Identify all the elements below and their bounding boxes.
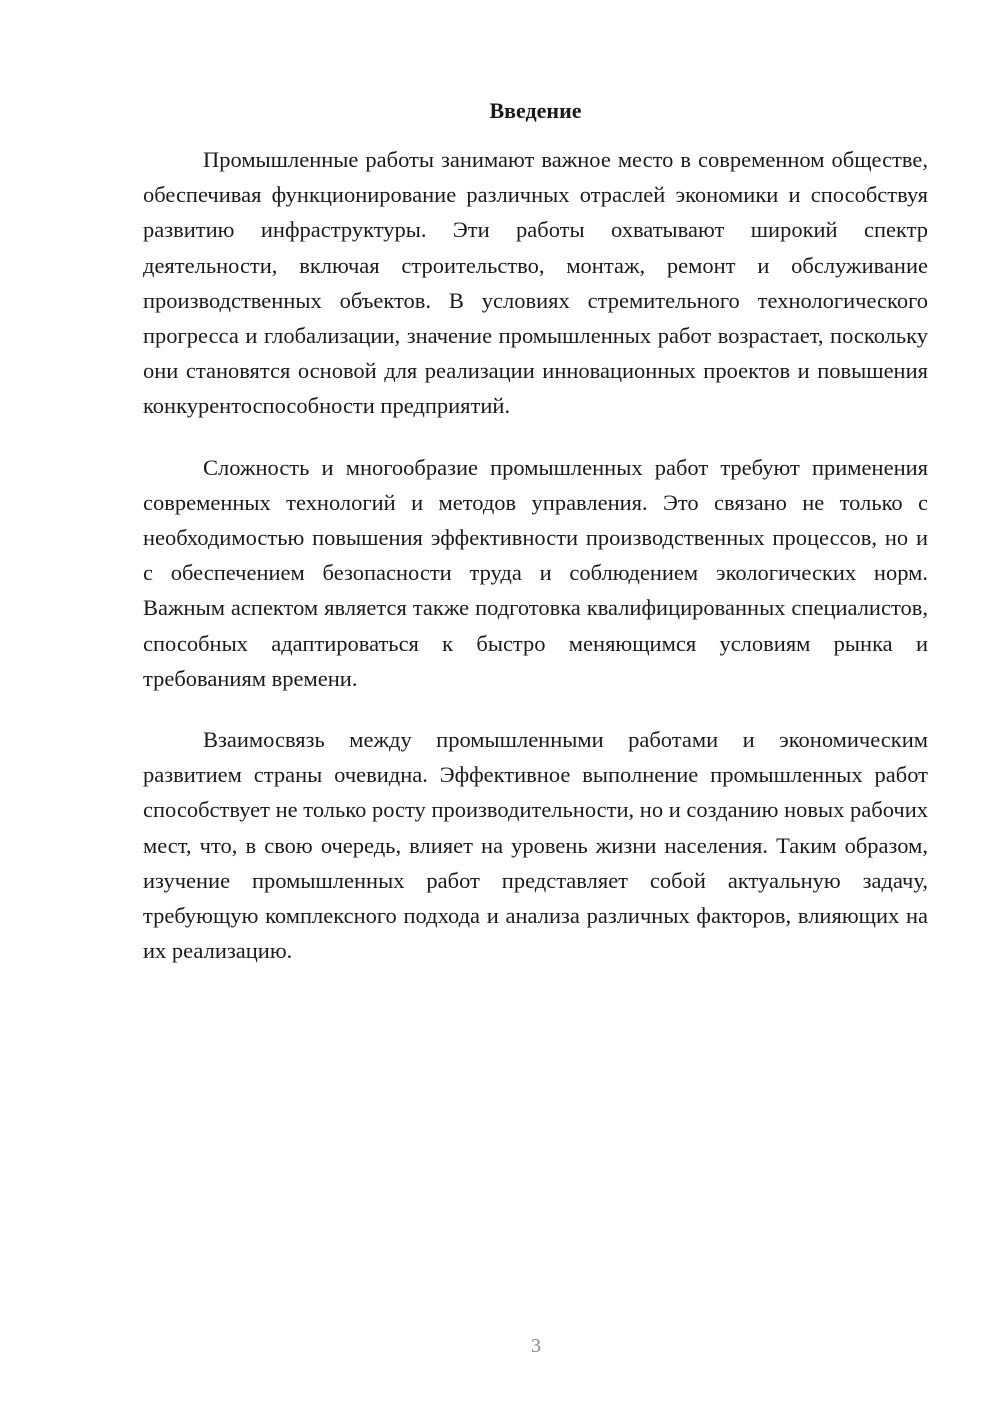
paragraph-2: Сложность и многообразие промышленных работ требуют применения современных технологий и методов управления. Это связано не только с необходимостью повышения эффективности производственных процессов, но и с обеспечением безопасности труда и соблюдением экологических норм. Важным аспектом является также подготовка квалифицированных специалистов, способных адаптироваться к быстро меняющимся условиям рынка и требованиям времени.: [143, 454, 928, 691]
paragraph-3: Взаимосвязь между промышленными работами и экономическим развитием страны очевидна. Эффективное выполнение промышленных работ способствует не только росту производительности, но и созданию новых рабочих мест, что, в свою очередь, влияет на уровень жизни населения. Таким образом, изучение промышленных работ представляет собой актуальную задачу, требующую комплексного подхода и анализа различных факторов, влияющих на их реализацию.: [143, 727, 928, 964]
paragraph-1: Промышленные работы занимают важное место в современном обществе, обеспечивая функционирование различных отраслей экономики и способствуя развитию инфраструктуры. Эти работы охватывают широкий спектр деятельности, включая строительство, монтаж, ремонт и обслуживание производственных объектов. В условиях стремительного технологического прогресса и глобализации, значение промышленных работ возрастает, поскольку они становятся основой для реализации инновационных проектов и повышения конкурентоспособности предприятий.: [143, 147, 928, 419]
page-title: Введение: [489, 98, 582, 123]
page-number: 3: [531, 1335, 541, 1357]
body-text: [143, 142, 928, 994]
